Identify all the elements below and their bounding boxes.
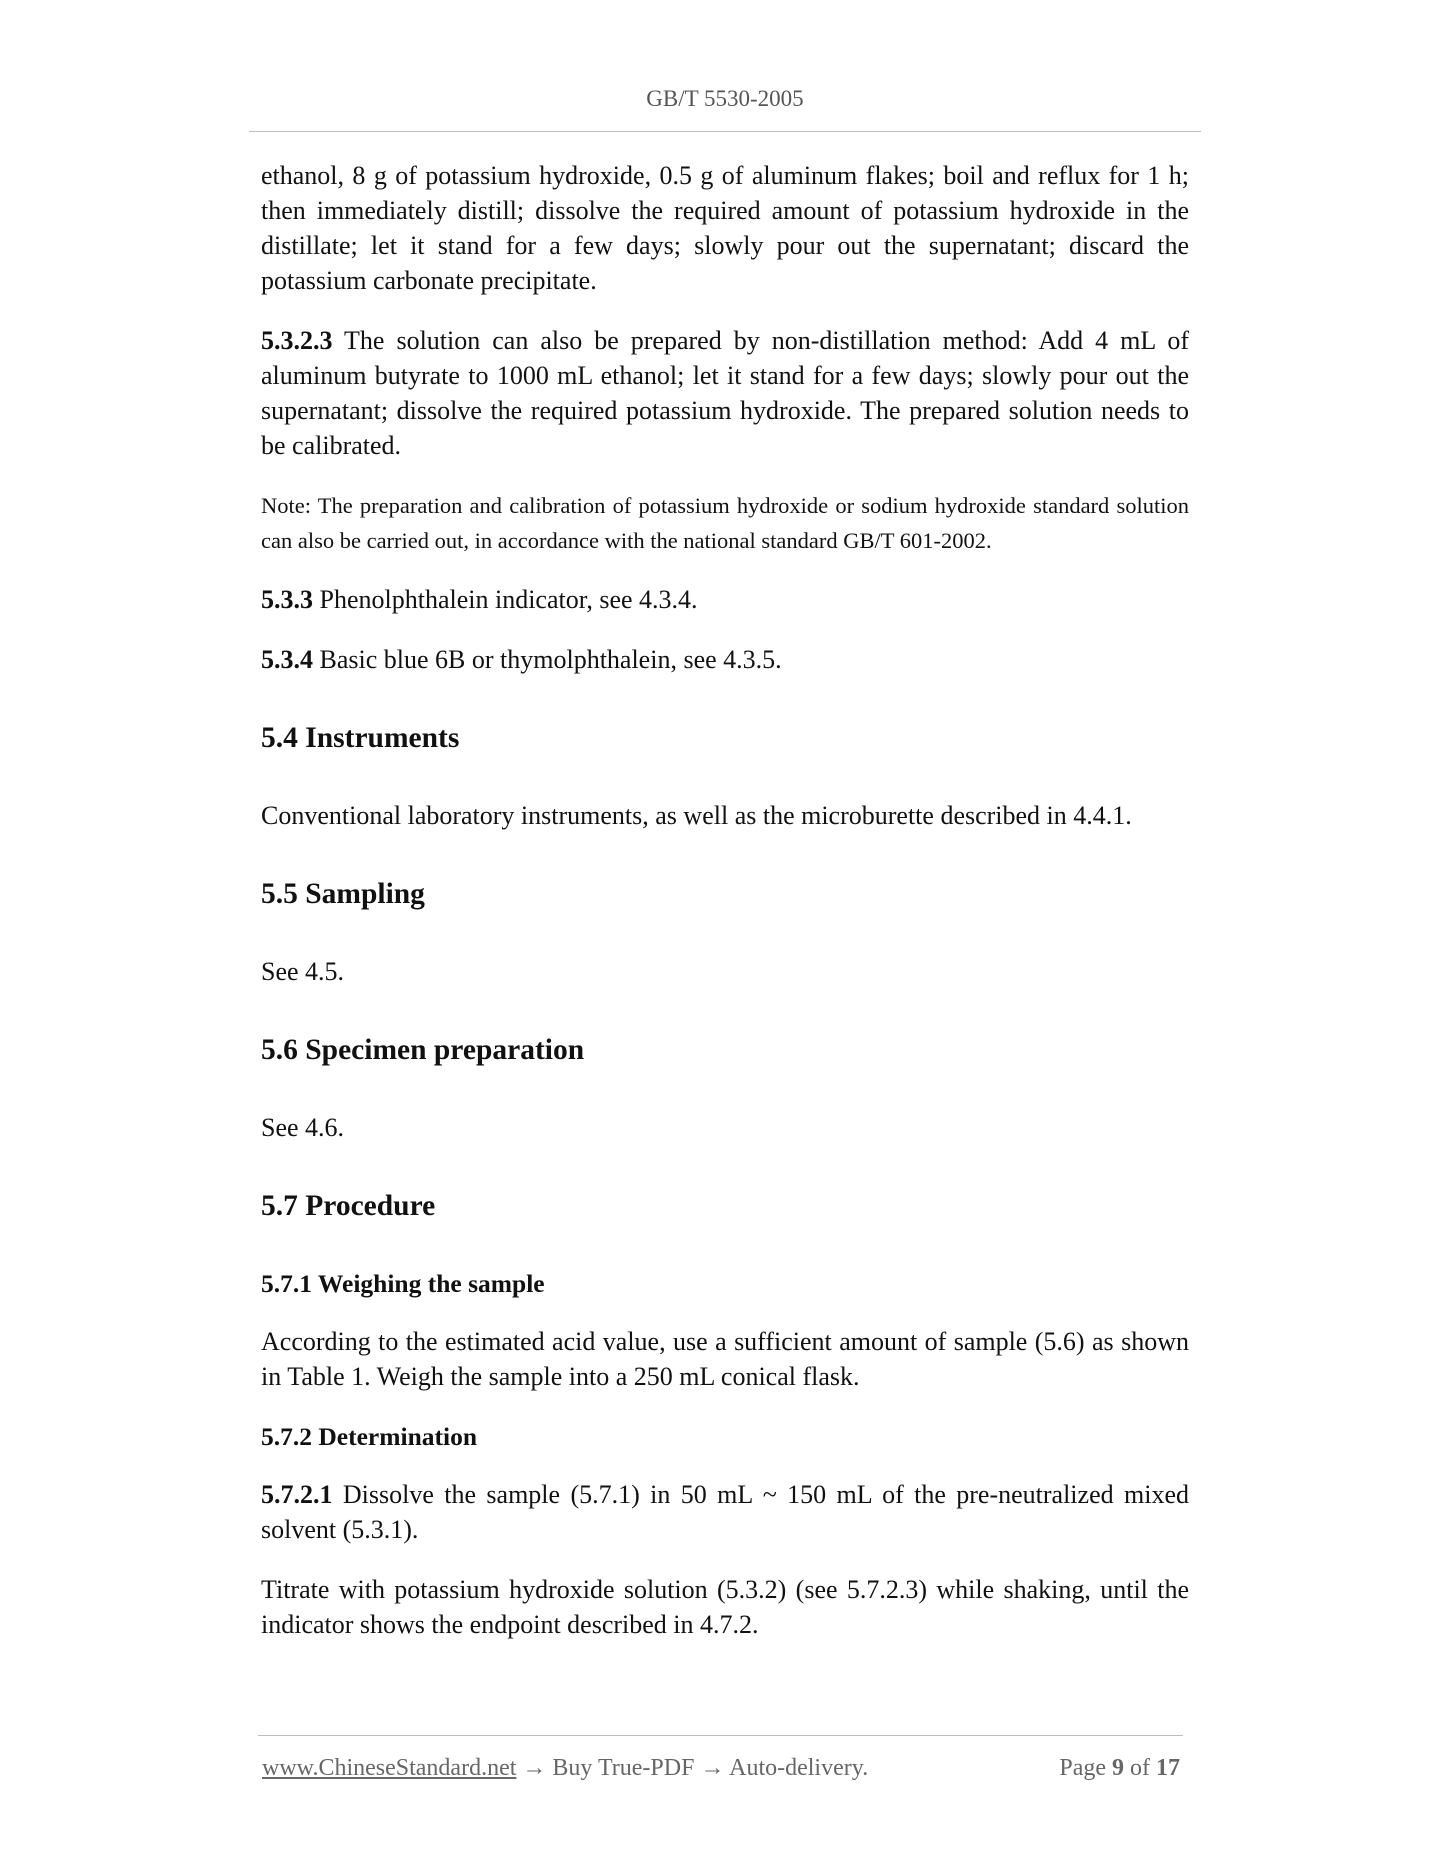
paragraph-5-3-4 [261, 642, 1189, 677]
heading-sampling: 5.5 Sampling [261, 878, 425, 910]
heading-specimen-preparation: 5.6 Specimen preparation [261, 1034, 585, 1066]
clause-number: 5.3.3 [261, 585, 313, 614]
clause-number: 5.3.4 [261, 645, 313, 674]
heading-procedure: 5.7 Procedure [261, 1190, 436, 1222]
page-footer [262, 1751, 1180, 1785]
paragraph-5-3-3 [261, 582, 1189, 617]
footer-divider [258, 1735, 1183, 1736]
paragraph-sampling: See 4.5. [261, 957, 345, 986]
clause-text: The solution can also be prepared by non-distillation method: Add 4 mL of aluminum butyrate to 1000 mL ethanol; let it stand for a few days; slowly pour out the supernatant; dissolve the required potassium hydroxide. The prepared solution needs to be calibrated. [261, 326, 1189, 460]
note-paragraph: Note: The preparation and calibration of potassium hydroxide or sodium hydroxide standard solution can also be carried out, in accordance with the national standard GB/T 601-2002. [261, 493, 1189, 553]
clause-text: Dissolve the sample (5.7.1) in 50 mL ~ 150 mL of the pre-neutralized mixed solvent (5.3.1). [261, 1480, 1189, 1544]
clause-text: Basic blue 6B or thymolphthalein, see 4.3.5. [313, 645, 782, 674]
footer-promo-text: → Buy True-PDF → Auto-delivery. [516, 1755, 869, 1781]
clause-number: 5.7.2.1 [261, 1480, 333, 1509]
footer-promo [262, 1751, 868, 1785]
heading-determination: 5.7.2 Determination [261, 1422, 478, 1451]
page-number: 9 [1112, 1755, 1124, 1781]
page-label: Page [1059, 1755, 1112, 1781]
of-label: of [1124, 1755, 1156, 1781]
document-header [249, 86, 1201, 112]
total-pages: 17 [1156, 1755, 1180, 1781]
header-divider [249, 131, 1201, 132]
paragraph-ethanol-distillation: ethanol, 8 g of potassium hydroxide, 0.5 g of aluminum flakes; boil and reflux for 1 h; then immediately distill; dissolve the required amount of potassium hydroxide in the distillate; let it stand for a few days; slowly pour out the supernatant; discard the potassium carbonate precipitate. [261, 161, 1189, 295]
heading-instruments: 5.4 Instruments [261, 722, 460, 754]
clause-text: Phenolphthalein indicator, see 4.3.4. [313, 585, 698, 614]
paragraph-weighing: According to the estimated acid value, use a sufficient amount of sample (5.6) as shown in Table 1. Weigh the sample into a 250 mL conical flask. [261, 1327, 1189, 1391]
paragraph-5-3-2-3 [261, 323, 1189, 463]
page-indicator [1059, 1751, 1180, 1785]
heading-weighing-sample: 5.7.1 Weighing the sample [261, 1269, 545, 1298]
document-id: GB/T 5530-2005 [646, 86, 804, 111]
paragraph-titrate: Titrate with potassium hydroxide solution (5.3.2) (see 5.7.2.3) while shaking, until the indicator shows the endpoint described in 4.7.2. [261, 1575, 1189, 1639]
page-body [261, 158, 1189, 1667]
chinesestandard-link[interactable]: www.ChineseStandard.net [262, 1755, 517, 1781]
paragraph-5-7-2-1 [261, 1477, 1189, 1547]
paragraph-instruments: Conventional laboratory instruments, as well as the microburette described in 4.4.1. [261, 801, 1132, 830]
clause-number: 5.3.2.3 [261, 326, 333, 355]
paragraph-specimen-preparation: See 4.6. [261, 1113, 345, 1142]
